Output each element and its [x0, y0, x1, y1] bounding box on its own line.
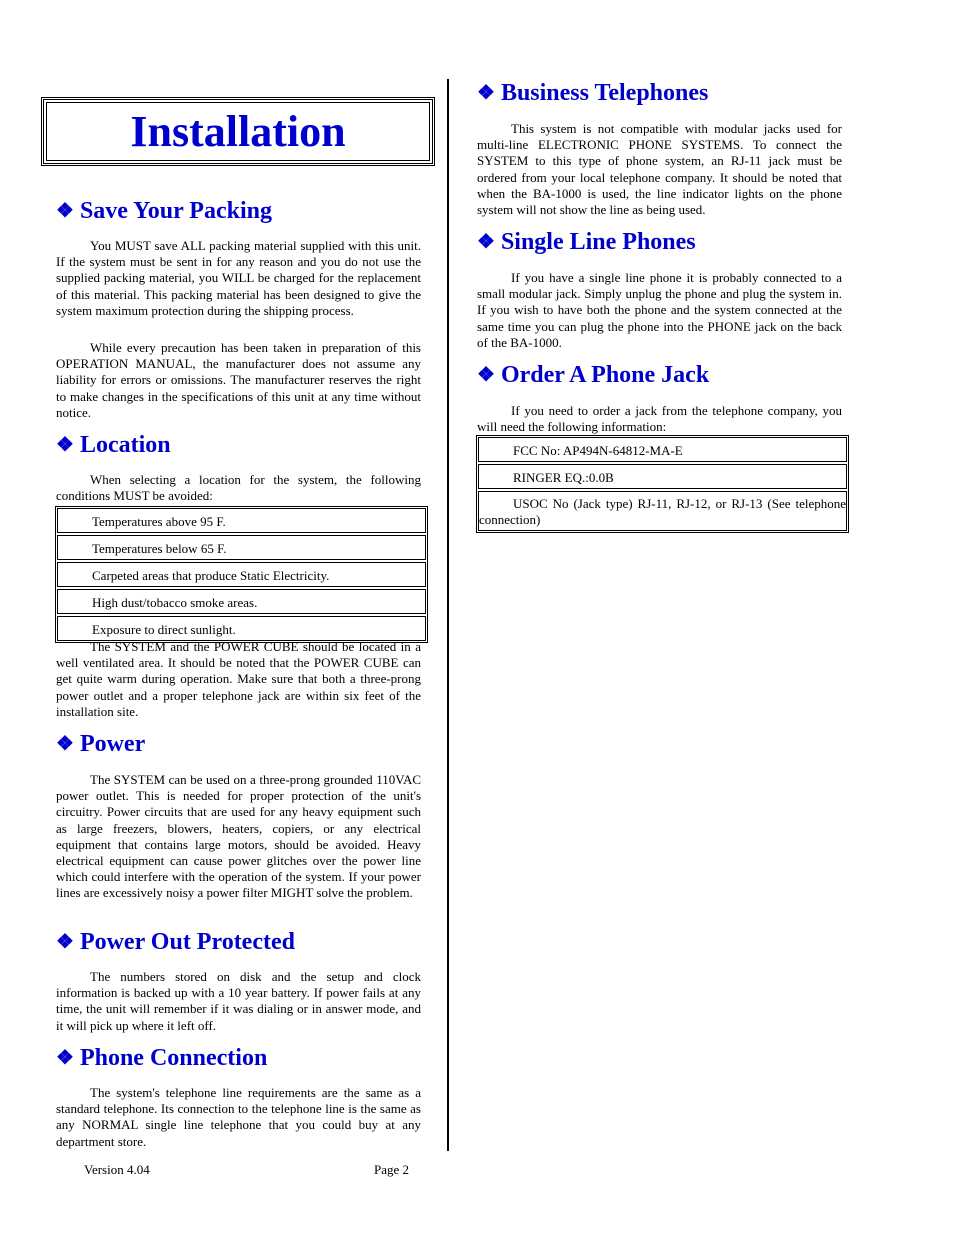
- heading-single-line-phones: ❖ Single Line Phones: [477, 229, 696, 255]
- page-title: Installation: [130, 106, 346, 156]
- power-paragraph: The SYSTEM can be used on a three-prong grounded 110VAC power outlet. This is needed for proper protection of the unit's circuitry. Power circuits that are used for any heavy equipment such as large freezers, blowers, heaters, copiers, or any electrical equipment that contains large motors, should be avoided. Heavy electrical equipment can cause power glitches over the power line which could interfere with the operation of the system. If your power lines are excessively noisy a power filter MIGHT solve the problem.: [56, 772, 421, 901]
- location-intro: When selecting a location for the system, the following conditions MUST be avoided:: [56, 472, 421, 504]
- order-jack-intro: If you need to order a jack from the telephone company, you will need the following information:: [477, 403, 842, 435]
- heading-power-out-protected: ❖ Power Out Protected: [56, 929, 295, 955]
- location-conditions-table: [55, 506, 428, 643]
- save-packing-paragraph-1: You MUST save ALL packing material supplied with this unit. If the system must be sent in for any reason and you do not use the supplied packing material, you WILL be charged for the replacement of this material. This packing material has been designed to give the system maximum protection during the shipping process.: [56, 238, 421, 318]
- footer-version: Version 4.04: [84, 1162, 150, 1177]
- page-title-frame: [46, 102, 430, 161]
- phone-connection-paragraph: The system's telephone line requirements are the same as a standard telephone. Its connection to the telephone line is the same as any NORMAL single line telephone that you could buy at any department store.: [56, 1085, 421, 1149]
- heading-location: ❖ Location: [56, 432, 171, 458]
- business-paragraph: This system is not compatible with modular jacks used for multi-line ELECTRONIC PHONE SYSTEMS. To connect the SYSTEM to this type of phone system, an RJ-11 jack must be ordered from your local telephone company. It should be noted that when the BA-1000 is used, the line indicator lights on the phone system will not show the line as being used.: [477, 121, 842, 218]
- condition-row: Exposure to direct sunlight.: [57, 616, 426, 641]
- jack-info-table: [476, 435, 849, 533]
- column-divider: [447, 79, 449, 1151]
- jack-info-row: USOC No (Jack type) RJ-11, RJ-12, or RJ-13 (See telephone connection): [478, 491, 847, 531]
- jack-info-row: RINGER EQ.:0.0B: [478, 464, 847, 489]
- diamond-bullet-icon: ❖: [56, 931, 74, 953]
- heading-business-telephones: ❖ Business Telephones: [477, 80, 709, 106]
- page-title-box: [41, 97, 435, 166]
- heading-save-your-packing: ❖ Save Your Packing: [56, 198, 272, 224]
- diamond-bullet-icon: ❖: [477, 82, 495, 104]
- power-out-paragraph: The numbers stored on disk and the setup and clock information is backed up with a 10 year battery. If power fails at any time, the unit will remember if it was dialing or in answer mode, and it will pick up where it left off.: [56, 969, 421, 1033]
- diamond-bullet-icon: ❖: [477, 364, 495, 386]
- location-after-paragraph: The SYSTEM and the POWER CUBE should be located in a well ventilated area. It should be noted that the POWER CUBE can get quite warm during operation. Make sure that both a three-prong power outlet and a proper telephone jack are within six feet of the installation site.: [56, 639, 421, 719]
- diamond-bullet-icon: ❖: [477, 231, 495, 253]
- heading-power: ❖ Power: [56, 731, 146, 757]
- jack-info-row: FCC No: AP494N-64812-MA-E: [478, 437, 847, 462]
- save-packing-paragraph-2: While every precaution has been taken in preparation of this OPERATION MANUAL, the manufacturer does not assume any liability for errors or omissions. The manufacturer reserves the right to make changes in the specifications of this unit at any time without notice.: [56, 340, 421, 420]
- condition-row: Temperatures below 65 F.: [57, 535, 426, 560]
- diamond-bullet-icon: ❖: [56, 200, 74, 222]
- diamond-bullet-icon: ❖: [56, 733, 74, 755]
- footer-page-number: Page 2: [374, 1162, 410, 1177]
- condition-row: Carpeted areas that produce Static Electricity.: [57, 562, 426, 587]
- diamond-bullet-icon: ❖: [56, 434, 74, 456]
- heading-phone-connection: ❖ Phone Connection: [56, 1045, 268, 1071]
- diamond-bullet-icon: ❖: [56, 1047, 74, 1069]
- single-line-paragraph: If you have a single line phone it is probably connected to a small modular jack. Simply unplug the phone and plug the system in. If you wish to have both the phone and the system connected at the same time you can plug the phone into the PHONE jack on the back of the BA-1000.: [477, 270, 842, 350]
- heading-order-a-phone-jack: ❖ Order A Phone Jack: [477, 362, 710, 388]
- condition-row: High dust/tobacco smoke areas.: [57, 589, 426, 614]
- condition-row: Temperatures above 95 F.: [57, 508, 426, 533]
